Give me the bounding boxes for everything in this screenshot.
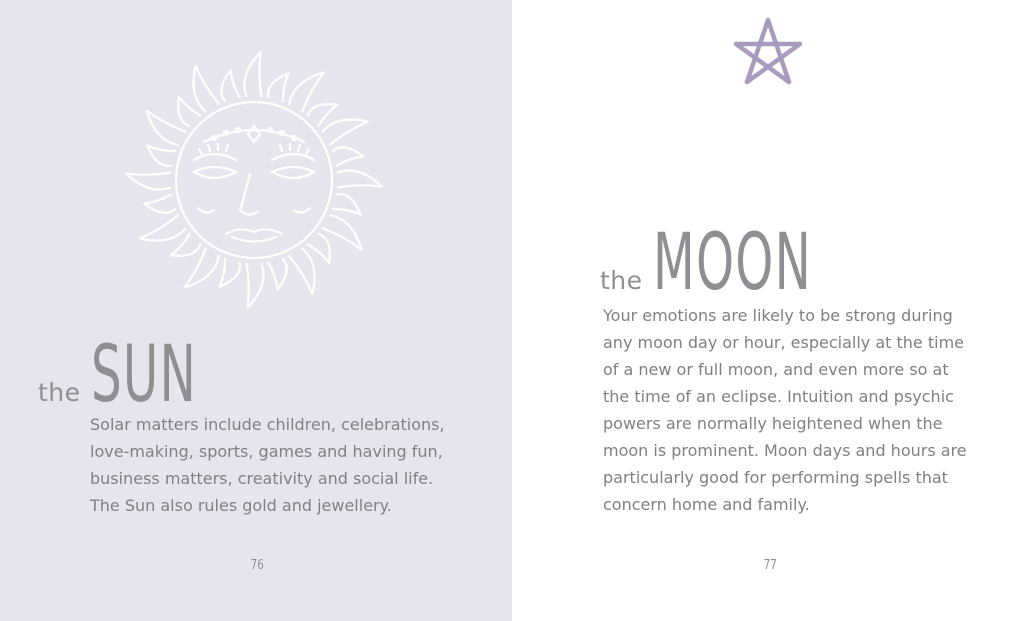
sun-ray: [220, 259, 240, 287]
sun-body-text: Solar matters include children, celebrations, love-making, sports, games and having fun, business matters, creativity and social life. The Sun also rules gold and jewellery.: [90, 415, 445, 515]
moon-heading: [600, 218, 909, 308]
sun-ray: [333, 194, 361, 214]
sun-ray: [244, 52, 261, 96]
sun-ray: [126, 173, 170, 190]
sun-ray: [268, 73, 288, 101]
moon-heading-prefix: the: [600, 266, 643, 295]
sun-ray: [289, 249, 314, 294]
sun-ray: [145, 194, 176, 212]
moon-body-text: Your emotions are likely to be strong during any moon day or hour, especially at the time of a new or full moon, and even more so at the time of an eclipse. Intuition and psychic powers are normally heightened when the moon is prominent. Moon days and hours are particularly good for performing spells that concern home and family.: [603, 306, 967, 514]
sun-face-icon: [122, 48, 386, 312]
page-number-right: 77: [763, 558, 777, 573]
sun-ray: [147, 146, 175, 166]
page-number-left: 76: [250, 558, 264, 573]
sun-ray: [221, 71, 239, 102]
sun-ray: [268, 259, 286, 290]
sun-ray: [193, 66, 218, 111]
sun-heading-prefix: the: [38, 378, 81, 407]
moon-heading-word: MOON: [652, 218, 812, 308]
sun-ray: [333, 147, 364, 165]
sun-ray: [140, 215, 185, 240]
sun-heading-word: SUN: [90, 330, 197, 420]
pentagram-icon: [732, 16, 804, 86]
sun-ray: [247, 264, 264, 308]
sun-ray: [338, 170, 382, 187]
sun-heading: [38, 330, 261, 420]
sun-ray: [323, 119, 368, 144]
